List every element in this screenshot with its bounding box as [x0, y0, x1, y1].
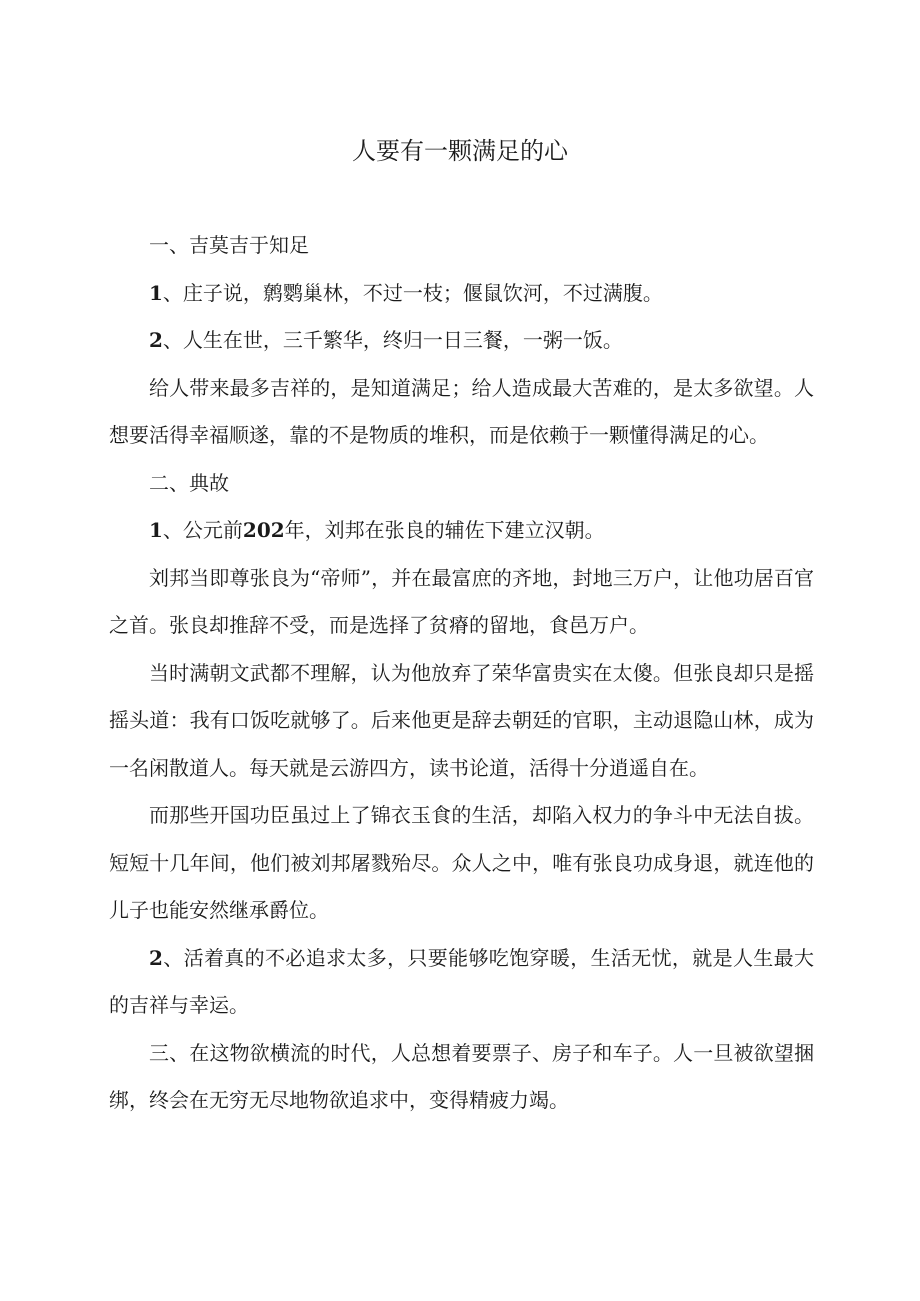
section-1-paragraph-2: [109, 317, 814, 365]
section-2-paragraph-3: 当时满朝文武都不理解，认为他放弃了荣华富贵实在太傻。但张良却只是摇摇头道：我有口饭吃就够了。后来他更是辞去朝廷的官职，主动退隐山林，成为一名闲散道人。每天就是云游四方，读书论道，活得十分逍遥自在。: [109, 660, 814, 780]
section-2-paragraph-1: [109, 507, 814, 555]
section-1-paragraph-1: [109, 270, 814, 318]
list-number: 2: [149, 945, 163, 970]
list-number: 2: [149, 328, 163, 352]
section-3-paragraph-1: 三、在这物欲横流的时代，人总想着要票子、房子和车子。人一旦被欲望捆绑，终会在无穷无尽地物欲追求中，变得精疲力竭。: [109, 1040, 814, 1112]
paragraph-text: 年，刘邦在张良的辅佐下建立汉朝。: [284, 518, 605, 542]
section-2-paragraph-5: [109, 935, 814, 1030]
list-number: 1: [149, 518, 163, 542]
section-2-paragraph-4: 而那些开国功臣虽过上了锦衣玉食的生活，却陷入权力的争斗中无法自拔。短短十几年间，他们被刘邦屠戮殆尽。众人之中，唯有张良功成身退，就连他的儿子也能安然继承爵位。: [109, 803, 814, 922]
list-number: 1: [149, 280, 163, 305]
paragraph-text: 、公元前: [162, 518, 243, 542]
paragraph-text: 、庄子说，鹩鹦巢林，不过一枝；偃鼠饮河，不过满腹。: [162, 280, 663, 305]
paragraph-text: 、活着真的不必追求太多，只要能够吃饱穿暖，生活无忧，就是人生最大的吉祥与幸运。: [109, 945, 814, 1017]
document-title: 人要有一颗满足的心: [352, 137, 568, 165]
section-2-heading: 二、典故: [149, 470, 229, 495]
year-number: 202: [242, 518, 285, 542]
paragraph-text: 、人生在世，三千繁华，终归一日三餐，一粥一饭。: [162, 328, 623, 352]
section-2-paragraph-2: 刘邦当即尊张良为“帝师”，并在最富庶的齐地，封地三万户，让他功居百官之首。张良却推辞不受，而是选择了贫瘠的留地，食邑万户。: [109, 565, 814, 637]
document-body: [109, 222, 814, 1125]
section-1-heading: 一、吉莫吉于知足: [149, 233, 309, 257]
section-1-paragraph-3: 给人带来最多吉祥的，是知道满足；给人造成最大苦难的，是太多欲望。人想要活得幸福顺遂，靠的不是物质的堆积，而是依赖于一颗懂得满足的心。: [109, 375, 814, 447]
